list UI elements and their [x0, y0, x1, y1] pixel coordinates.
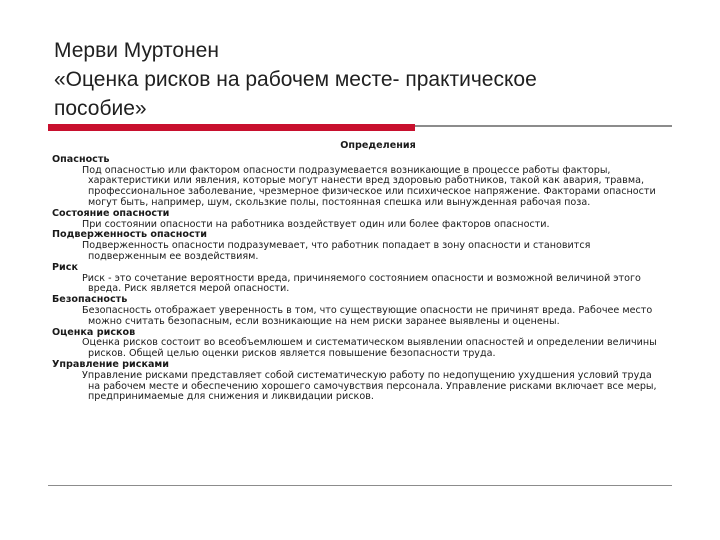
- term-hazard: Опасность: [52, 153, 110, 165]
- definitions-body: [52, 141, 664, 403]
- definition-safety: Безопасность отображает уверенность в том, что существующие опасности не причинят вреда. Рабочее место можно считать безопасным, если возникающие на нем риски заранее выявлены и оценены.: [82, 304, 653, 327]
- section-heading: Определения: [340, 140, 416, 151]
- slide-title: [54, 36, 674, 123]
- definition-hazard-state: При состоянии опасности на работника воздействует один или более факторов опасности.: [82, 218, 550, 230]
- term-hazard-state: Состояние опасности: [52, 207, 170, 219]
- title-book-line2: пособие»: [54, 97, 147, 120]
- title-book-line1: «Оценка рисков на рабочем месте- практическое: [54, 68, 537, 91]
- definition-hazard: Под опасностью или фактором опасности подразумевается возникающие в процессе работы факторы, характеристики или явления, которые могут нанести вред здоровью работников, такой как авария, травма, профессиональное заболевание, чрезмерное физическое или психическое напряжение. Факторами опасности могут быть, например, шум, скользкие полы, постоянная спешка или вынужденная рабочая поза.: [82, 164, 656, 208]
- definition-risk-assessment: Оценка рисков состоит во всеобъемлюшем и систематическом выявлении опасностей и определении величины рисков. Общей целью оценки рисков является повышение безопасности труда.: [82, 337, 657, 360]
- top-gray-rule: [415, 125, 672, 127]
- title-author: Мерви Муртонен: [54, 39, 219, 62]
- accent-red-rule: [48, 124, 415, 131]
- term-risk-management: Управление рисками: [52, 358, 169, 370]
- definition-risk-management: Управление рисками представляет собой систематическую работу по недопущению ухудшения условий труда на рабочем месте и обеспечению хорошего самочувствия персонала. Управление рисками включает все меры, предпринимаемые для снижения и ликвидации рисков.: [82, 369, 657, 403]
- definition-exposure: Подверженность опасности подразумевает, что работник попадает в зону опасности и становится подверженным ее воздействиям.: [82, 240, 591, 262]
- bottom-gray-rule: [48, 485, 672, 486]
- term-safety: Безопасность: [52, 294, 128, 306]
- term-risk-assessment: Оценка рисков: [52, 326, 136, 338]
- term-risk: Риск: [52, 261, 78, 273]
- term-exposure: Подверженность опасности: [52, 229, 207, 241]
- definition-risk: Риск - это сочетание вероятности вреда, причиняемого состоянием опасности и возможной величиной этого вреда. Риск является мерой опасности.: [82, 272, 641, 295]
